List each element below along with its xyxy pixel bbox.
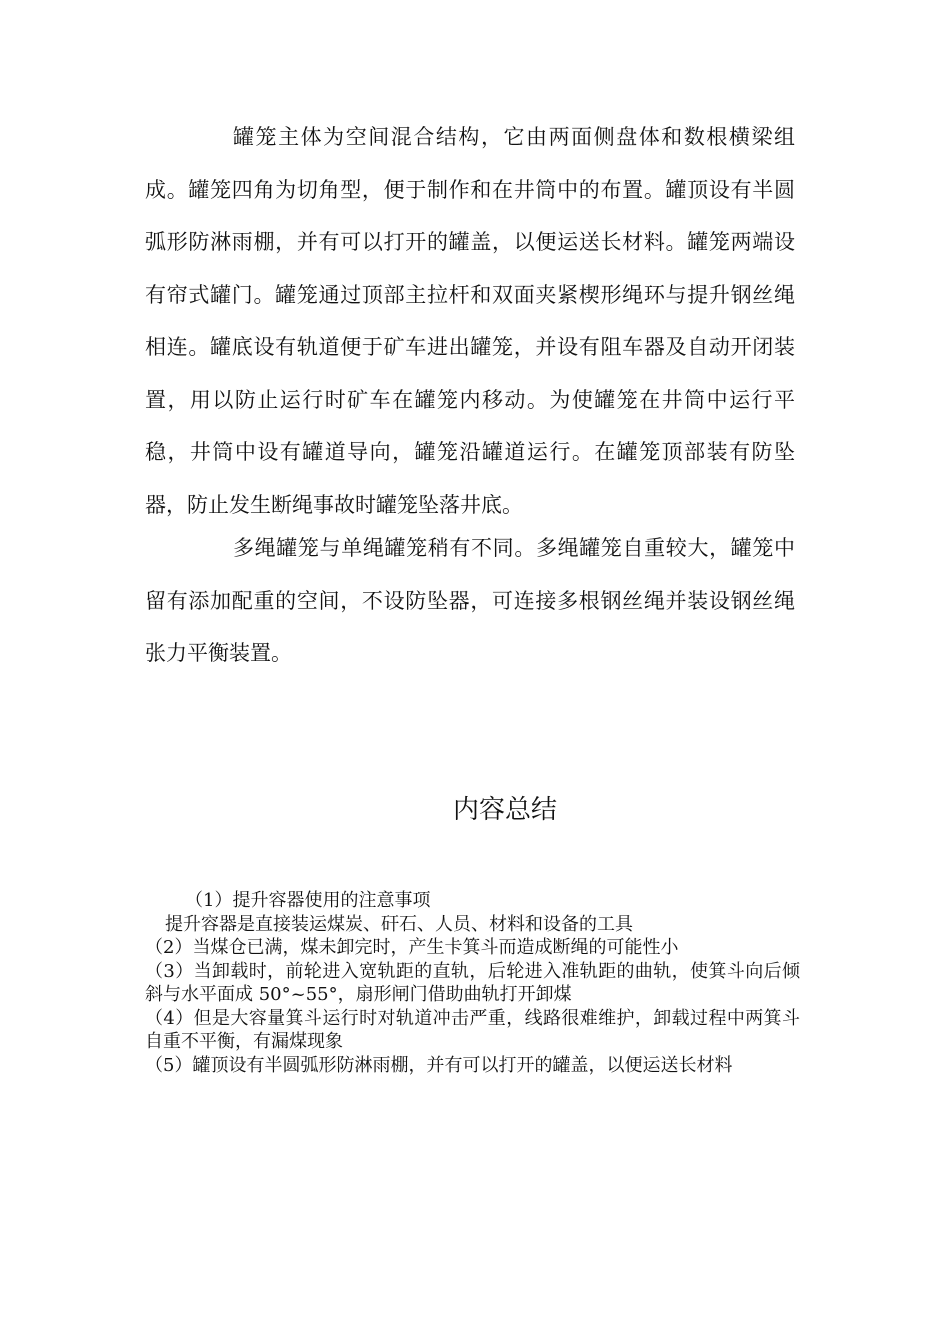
- body-paragraph-cage-structure: 罐笼主体为空间混合结构，它由两面侧盘体和数根横梁组成。罐笼四角为切角型，便于制作和在井筒中的布置。罐顶设有半圆弧形防淋雨棚，并有可以打开的罐盖，以便运送长材料。罐笼两端设有帘式罐门。罐笼通过顶部主拉杆和双面夹紧楔形绳环与提升钢丝绳相连。罐底设有轨道便于矿车进出罐笼，并设有阻车器及自动开闭装置，用以防止运行时矿车在罐笼内移动。为使罐笼在井筒中运行平稳，井筒中设有罐道导向，罐笼沿罐道运行。在罐笼顶部装有防坠器，防止发生断绳事故时罐笼坠落井底。: [145, 125, 795, 517]
- body-paragraph-multi-rope-cage: 多绳罐笼与单绳罐笼稍有不同。多绳罐笼自重较大，罐笼中留有添加配重的空间，不设防坠器，可连接多根钢丝绳并装设钢丝绳张力平衡装置。: [145, 536, 795, 665]
- summary-item: （5）罐顶设有半圆弧形防淋雨棚，并有可以打开的罐盖，以便运送长材料: [145, 1054, 733, 1076]
- summary-item: （3）当卸载时，前轮进入宽轨距的直轨，后轮进入准轨距的曲轨，使箕斗向后倾斜与水平面成 50°~55°，扇形闸门借助曲轨打开卸煤: [145, 960, 800, 1005]
- summary-item: （2）当煤仓已满，煤未卸完时，产生卡箕斗而造成断绳的可能性小: [145, 937, 679, 958]
- summary-item: （4）但是大容量箕斗运行时对轨道冲击严重，线路很难维护，卸载过程中两箕斗自重不平衡，有漏煤现象: [145, 1007, 800, 1052]
- summary-item: （1）提升容器使用的注意事项: [185, 890, 431, 911]
- summary-list: [145, 889, 800, 1077]
- summary-title: 内容总结: [452, 795, 557, 825]
- summary-item: 提升容器是直接装运煤炭、矸石、人员、材料和设备的工具: [165, 913, 633, 935]
